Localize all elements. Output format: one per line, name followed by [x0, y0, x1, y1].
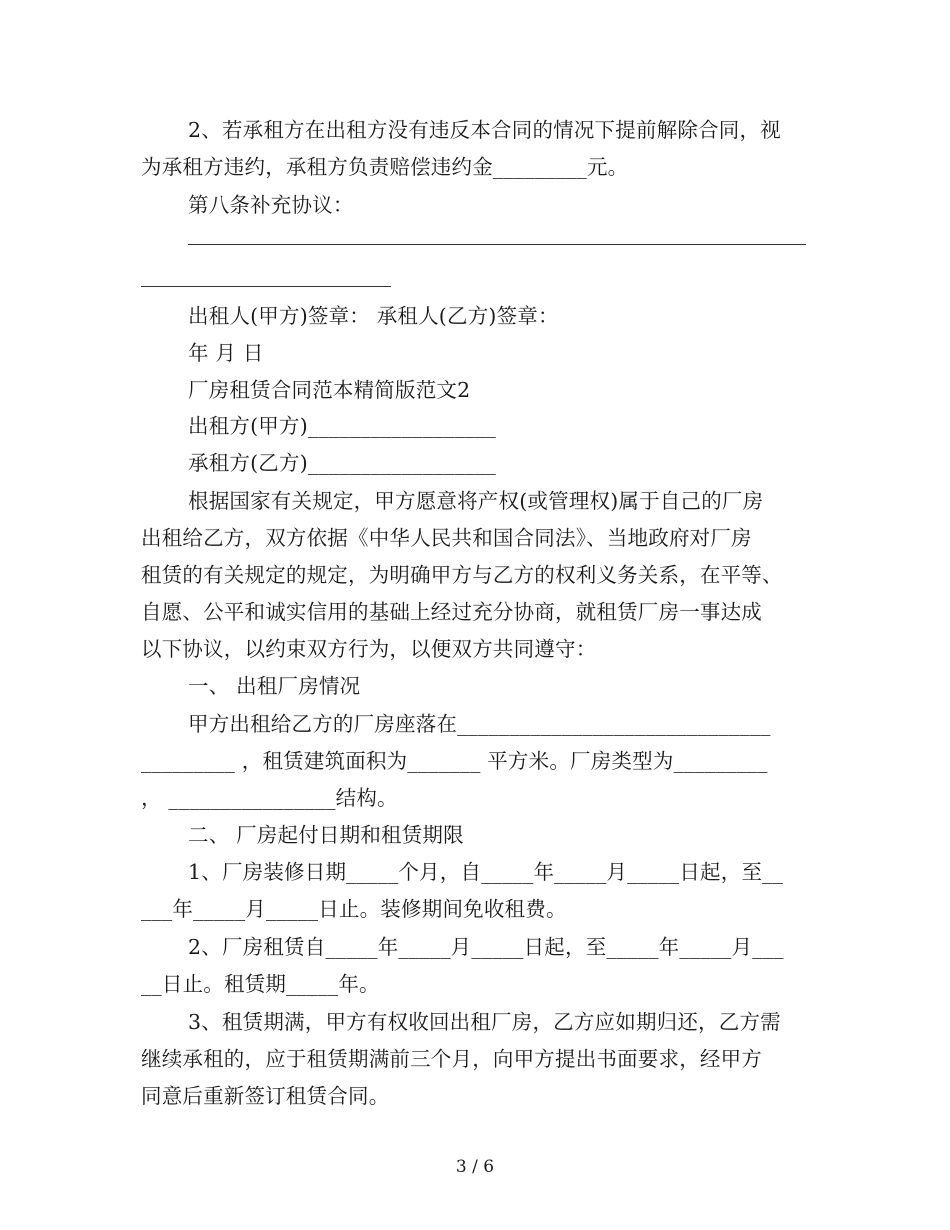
article-8-heading: 第八条补充协议： [188, 193, 354, 217]
preamble-line-3: 租赁的有关规定的规定，为明确甲方与乙方的权利义务关系，在平等、 [141, 563, 783, 587]
preamble-line-4: 自愿、公平和诚实信用的基础上经过充分协商，就租赁厂房一事达成 [141, 600, 762, 624]
section-2-item-2-line-2: __日止。租赁期_____年。 [141, 972, 380, 996]
section-1-heading: 一、 出租厂房情况 [188, 674, 361, 698]
section-2-item-2-line-1: 2、厂房租赁自_____年_____月_____日起，至_____年_____月___ [188, 935, 784, 959]
section-2-item-3-line-1: 3、租赁期满，甲方有权收回出租厂房，乙方应如期归还，乙方需 [188, 1010, 781, 1034]
page-number: 3 / 6 [455, 1157, 495, 1177]
preamble-line-5: 以下协议，以约束双方行为，以便双方共同遵守： [141, 637, 597, 661]
signature-line: 出租人(甲方)签章： 承租人(乙方)签章： [188, 304, 559, 328]
lessor-field: 出租方(甲方)__________________ [188, 414, 496, 438]
section-1-line-3: ， ________________结构。 [141, 786, 398, 810]
section-1-line-2: _________ ，租赁建筑面积为_______ 平方米。厂房类型为_________ [141, 749, 768, 773]
section-1-line-1: 甲方出租给乙方的厂房座落在______________________________ [188, 712, 771, 736]
supplement-blank-line-2 [141, 286, 391, 287]
section-2-heading: 二、 厂房起付日期和租赁期限 [188, 823, 464, 847]
clause-2-line-1: 2、若承租方在出租方没有违反本合同的情况下提前解除合同，视 [188, 118, 781, 142]
preamble-line-2: 出租给乙方，双方依据《中华人民共和国合同法》、当地政府对厂房 [141, 526, 752, 550]
preamble-line-1: 根据国家有关规定，甲方愿意将产权(或管理权)属于自己的厂房 [188, 489, 764, 513]
section-2-item-1-line-1: 1、厂房装修日期_____个月，自_____年_____月_____日起，至__ [188, 860, 784, 884]
lessee-field: 承租方(乙方)__________________ [188, 451, 496, 475]
section-2-item-3-line-3: 同意后重新签订租赁合同。 [141, 1084, 390, 1108]
date-line: 年 月 日 [188, 341, 264, 365]
section-2-item-1-line-2: ___年_____月_____日止。装修期间免收租费。 [141, 897, 567, 921]
clause-2-line-2: 为承租方违约，承租方负责赔偿违约金_________元。 [141, 155, 629, 179]
supplement-blank-line-1 [188, 244, 806, 245]
contract-title-2: 厂房租赁合同范本精简版范文2 [188, 378, 471, 402]
section-2-item-3-line-2: 继续承租的，应于租赁期满前三个月，向甲方提出书面要求，经甲方 [141, 1047, 762, 1071]
